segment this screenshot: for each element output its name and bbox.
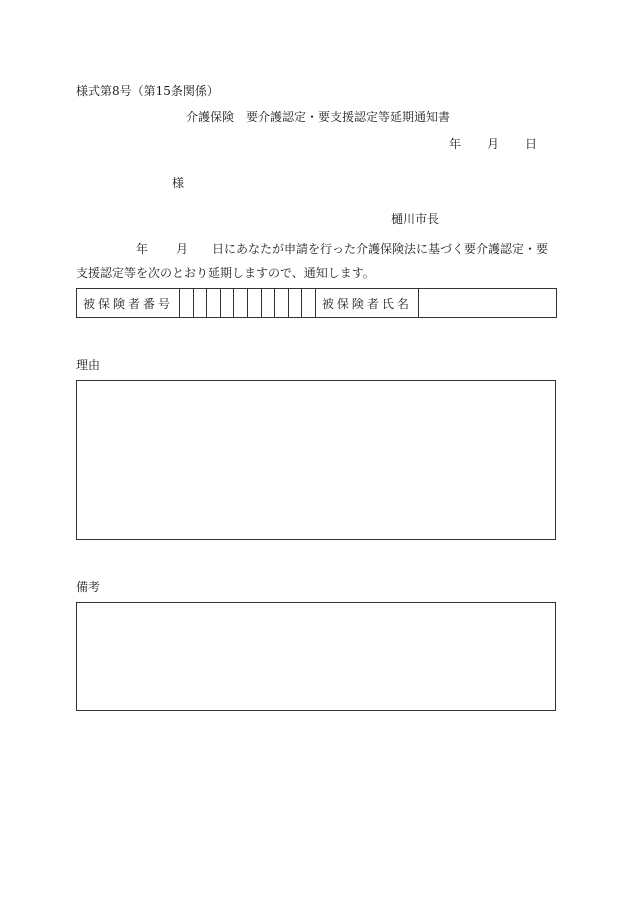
notes-box[interactable] [76, 602, 556, 711]
document-title: 介護保険 要介護認定・要支援認定等延期通知書 [186, 110, 451, 124]
insured-number-digit-cell[interactable] [302, 289, 316, 318]
body-text: 日にあなたが申請を行った介護保険法に基づく要介護認定・要支援認定等を次のとおり延期しますので、通知します。 [76, 242, 549, 280]
addressee-suffix: 様 [172, 176, 185, 190]
insured-number-digit-cell[interactable] [261, 289, 275, 318]
date-day: 日 [525, 137, 538, 151]
insured-number-label: 被保険者番号 [77, 289, 180, 318]
insured-name-label: 被保険者氏名 [315, 289, 418, 318]
insured-number-digit-cell[interactable] [193, 289, 207, 318]
date-year: 年 [449, 137, 462, 151]
reason-label: 理由 [76, 358, 101, 372]
notes-label: 備考 [76, 580, 101, 594]
insured-info-table [76, 288, 557, 318]
insured-number-digit-cell[interactable] [234, 289, 248, 318]
insured-number-digit-cell[interactable] [180, 289, 194, 318]
insured-number-digit-cell[interactable] [207, 289, 221, 318]
reason-box[interactable] [76, 380, 556, 540]
insured-number-digit-cell[interactable] [247, 289, 261, 318]
insured-name-field[interactable] [418, 289, 556, 318]
insured-number-digit-cell[interactable] [220, 289, 234, 318]
body-year: 年 [136, 242, 149, 256]
issuer-name: 樋川市長 [391, 212, 440, 226]
notice-body [76, 237, 557, 285]
form-number: 様式第8号（第15条関係） [76, 84, 219, 98]
insured-number-digit-cell[interactable] [275, 289, 289, 318]
body-month: 月 [176, 242, 189, 256]
issue-date [449, 137, 537, 151]
insured-number-digit-cell[interactable] [288, 289, 302, 318]
date-month: 月 [487, 137, 500, 151]
